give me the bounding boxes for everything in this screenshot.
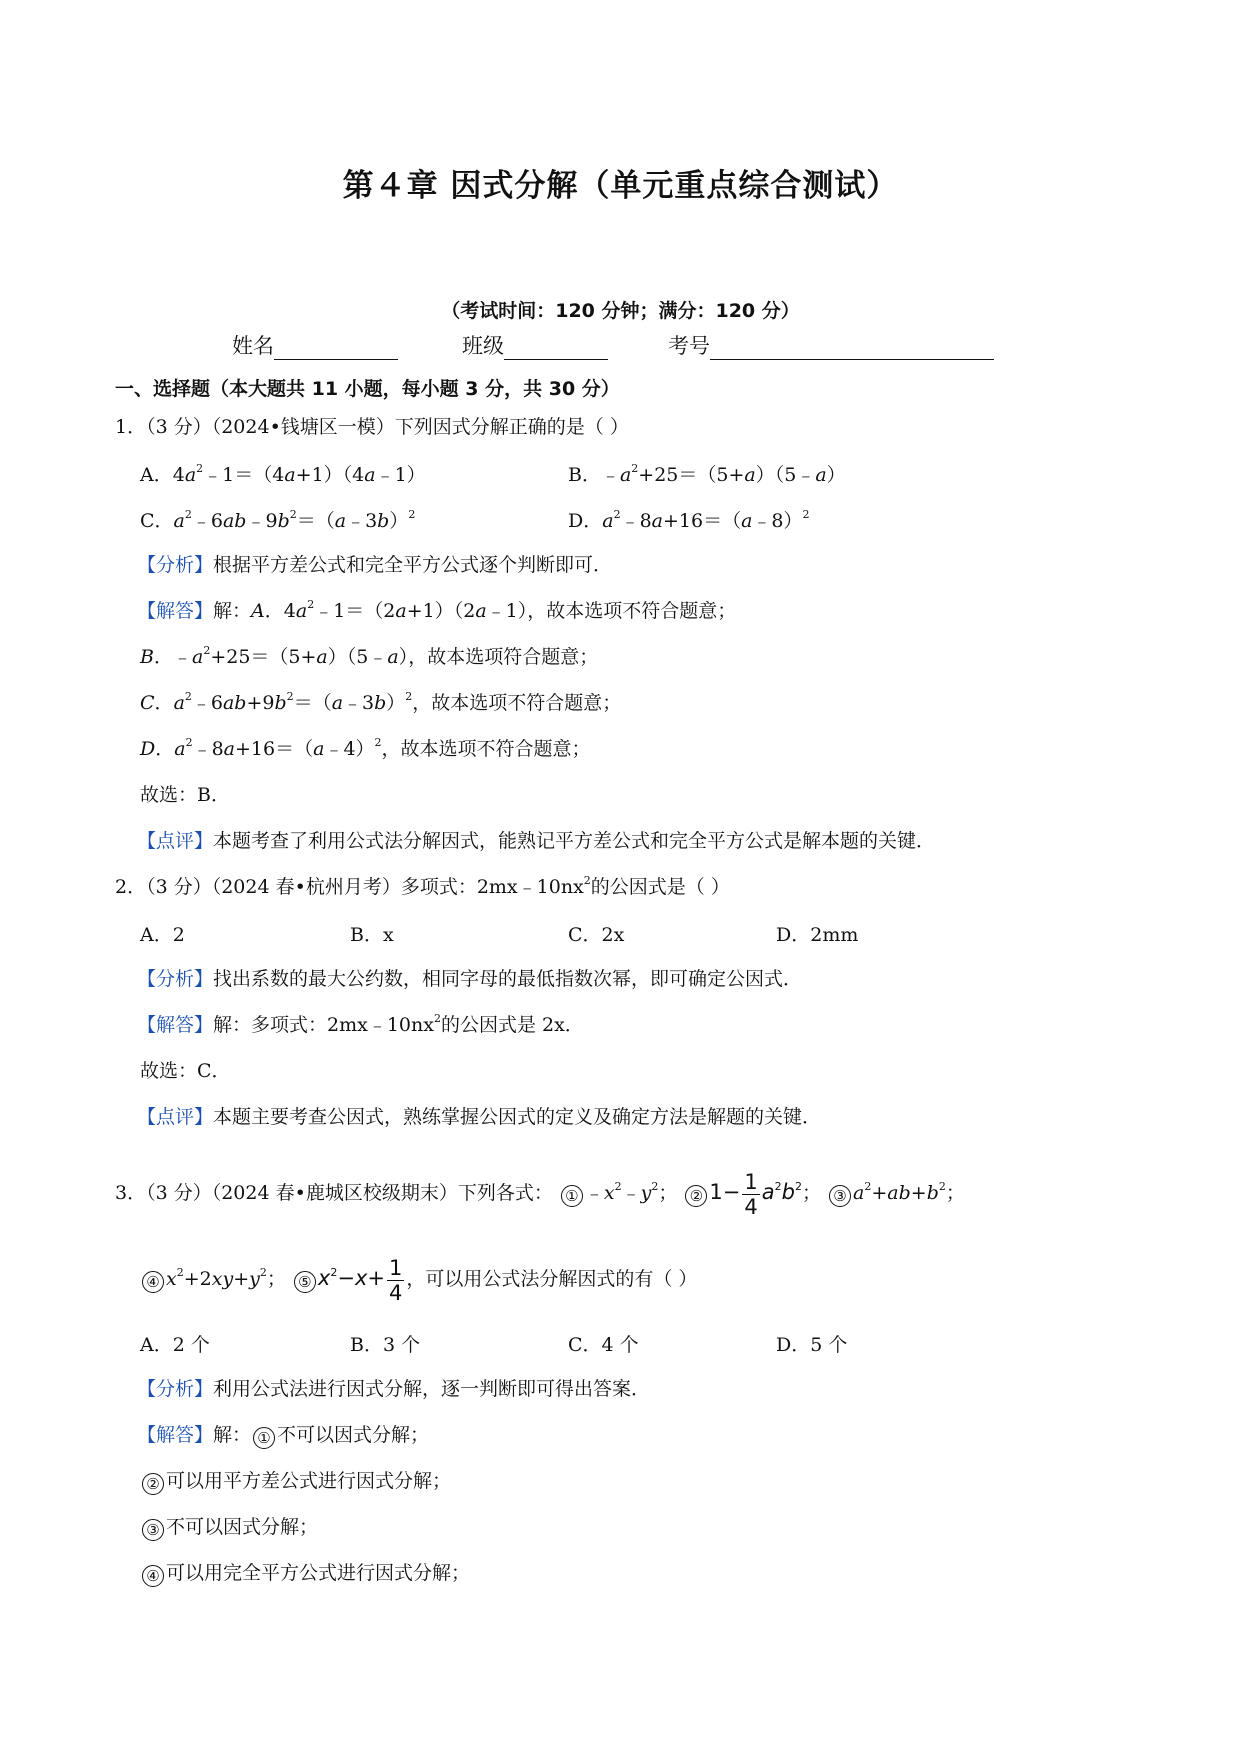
q3-answer-4-line — [140, 1560, 470, 1587]
analysis-tag: 【分析】 — [137, 1378, 214, 1400]
q3-answer-3: 不可以因式分解； — [166, 1516, 319, 1538]
q2-answer-suffix: 的公因式是 2x． — [440, 1014, 584, 1036]
q1-answer-a-tail: ，故本选项不符合题意； — [527, 600, 737, 622]
q3-stem-text: 3．（3 分）（2024 春•鹿城区校级期末）下列各式： — [115, 1182, 553, 1204]
q2-answer: 【解答】解：多项式：$2mx﹣10nx^2$的公因式是 2x． — [137, 1012, 584, 1036]
class-label: 班级 — [462, 334, 504, 358]
circled-1-icon: ① — [253, 1427, 275, 1449]
q3-answer — [137, 1422, 429, 1449]
q3-stem: 3．（3 分）（2024 春•鹿城区校级期末）下列各式： ① $﹣x^2﹣y^2$； ② 1− $\frac{1}{4}$ $a^2b^2$； ③ $a^2+ab+b^2$； — [115, 1169, 965, 1219]
q1-answer-d-tail: ，故本选项不符合题意； — [381, 738, 591, 760]
analysis-tag: 【分析】 — [137, 968, 214, 990]
circled-1-icon: ① — [561, 1185, 583, 1207]
name-blank[interactable] — [274, 337, 398, 360]
name-label: 姓名 — [232, 334, 274, 358]
q1-comment — [137, 828, 935, 854]
q1-answer-d: D．$a^2﹣8a+16=(a﹣4)^2$，故本选项不符合题意； — [140, 736, 591, 760]
exam-info: （考试时间：120 分钟；满分：120 分） — [441, 300, 800, 322]
id-blank[interactable] — [710, 337, 994, 360]
q3-analysis — [137, 1376, 650, 1402]
q1-analysis — [137, 552, 612, 578]
fraction-one-quarter: $\frac{1}{4}$ — [744, 1169, 758, 1219]
class-field[interactable] — [462, 330, 608, 360]
q2-stem: 2．（3 分）（2024 春•杭州月考）多项式：$2mx﹣10nx^2$的公因式是（ ） — [115, 874, 730, 898]
q1-choose: 故选：B． — [140, 784, 230, 806]
q1-answer-c-tail: ，故本选项不符合题意； — [412, 692, 622, 714]
q2-analysis — [137, 966, 802, 992]
q2-option-c[interactable]: C．2x — [568, 924, 625, 946]
class-blank[interactable] — [504, 337, 608, 360]
q2-option-b[interactable]: B．x — [350, 924, 394, 946]
q1-option-a[interactable]: A．$4a^2﹣1=(4a+1)(4a﹣1)$ — [140, 462, 426, 486]
id-field[interactable] — [668, 330, 994, 360]
section-title: 一、选择题（本大题共 11 小题，每小题 3 分，共 30 分） — [115, 378, 620, 400]
q1-stem: 1．（3 分）（2024•钱塘区一模）下列因式分解正确的是（ ） — [115, 416, 629, 438]
q3-stem-line2: ④ $x^2+2xy+y^2$； ⑤ $x^2-x+$ $\frac{1}{4}$ ，可以用公式法分解因式的有（ ） — [140, 1248, 697, 1309]
circled-2-icon: ② — [142, 1473, 164, 1495]
q1-option-c[interactable]: C．$a^2﹣6ab﹣9b^2=(a﹣3b)^2$ — [140, 508, 416, 532]
circled-4-icon: ④ — [142, 1565, 164, 1587]
q2-option-d[interactable]: D．2mm — [776, 924, 859, 946]
q1-answer-b: B．$﹣a^2+25=(5+a)(5﹣a)$，故本选项符合题意； — [140, 644, 599, 668]
q3-answer-4: 可以用完全平方公式进行因式分解； — [166, 1562, 471, 1584]
q1-option-b[interactable]: B．$﹣a^2+25=(5+a)(5﹣a)$ — [568, 462, 846, 486]
q1-answer-c: C．$a^2﹣6ab+9b^2=(a﹣3b)^2$，故本选项不符合题意； — [140, 690, 622, 714]
circled-5-icon: ⑤ — [294, 1271, 316, 1293]
q3-answer-3-line — [140, 1514, 318, 1541]
q2-stem-prefix: 2．（3 分）（2024 春•杭州月考）多项式：2mx﹣10nx — [115, 876, 584, 898]
analysis-tag: 【分析】 — [137, 554, 214, 576]
comment-tag: 【点评】 — [137, 1106, 214, 1128]
name-field[interactable] — [232, 330, 398, 360]
q3-stem2-suffix: ，可以用公式法分解因式的有（ ） — [406, 1268, 698, 1290]
circled-3-icon: ③ — [829, 1185, 851, 1207]
q2-option-a[interactable]: A．2 — [140, 924, 185, 946]
answer-tag: 【解答】 — [137, 1424, 214, 1446]
document-title: 第４章 因式分解（单元重点综合测试） — [342, 168, 899, 204]
comment-tag: 【点评】 — [137, 830, 214, 852]
q3-option-c[interactable]: C．4 个 — [568, 1334, 639, 1356]
q2-comment-text: 本题主要考查公因式，熟练掌握公因式的定义及确定方法是解题的关键． — [213, 1106, 822, 1128]
q2-comment — [137, 1104, 821, 1130]
q1-answer-b-tail: ，故本选项符合题意； — [408, 646, 599, 668]
q2-stem-suffix: 的公因式是（ ） — [590, 876, 730, 898]
circled-4-icon: ④ — [142, 1271, 164, 1293]
circled-3-icon: ③ — [142, 1519, 164, 1541]
q3-answer-2-line — [140, 1468, 451, 1495]
q1-answer-a: 【解答】解：A．$4a^2﹣1=(2a+1)(2a﹣1)$，故本选项不符合题意； — [137, 598, 737, 622]
q1-option-d[interactable]: D．$a^2﹣8a+16=(a﹣8)^2$ — [568, 508, 810, 532]
q3-option-a[interactable]: A．2 个 — [140, 1334, 210, 1356]
q1-analysis-text: 根据平方差公式和完全平方公式逐个判断即可． — [213, 554, 613, 576]
fraction-one-quarter: $\frac{1}{4}$ — [388, 1255, 403, 1305]
q2-analysis-text: 找出系数的最大公约数，相同字母的最低指数次幂，即可确定公因式． — [213, 968, 803, 990]
circled-2-icon: ② — [685, 1185, 707, 1207]
q3-option-b[interactable]: B．3 个 — [350, 1334, 421, 1356]
q3-analysis-text: 利用公式法进行因式分解，逐一判断即可得出答案． — [213, 1378, 651, 1400]
q2-choose: 故选：C． — [140, 1060, 231, 1082]
q3-option-d[interactable]: D．5 个 — [776, 1334, 848, 1356]
q2-answer-prefix: 解：多项式：2mx﹣10nx — [213, 1014, 434, 1036]
id-label: 考号 — [668, 334, 710, 358]
q1-comment-text: 本题考查了利用公式法分解因式，能熟记平方差公式和完全平方公式是解本题的关键． — [213, 830, 936, 852]
q3-answer-1: 不可以因式分解； — [277, 1424, 430, 1446]
q3-answer-2: 可以用平方差公式进行因式分解； — [166, 1470, 452, 1492]
answer-tag: 【解答】 — [137, 600, 214, 622]
answer-tag: 【解答】 — [137, 1014, 214, 1036]
q3-answer-prefix: 解： — [213, 1424, 252, 1446]
